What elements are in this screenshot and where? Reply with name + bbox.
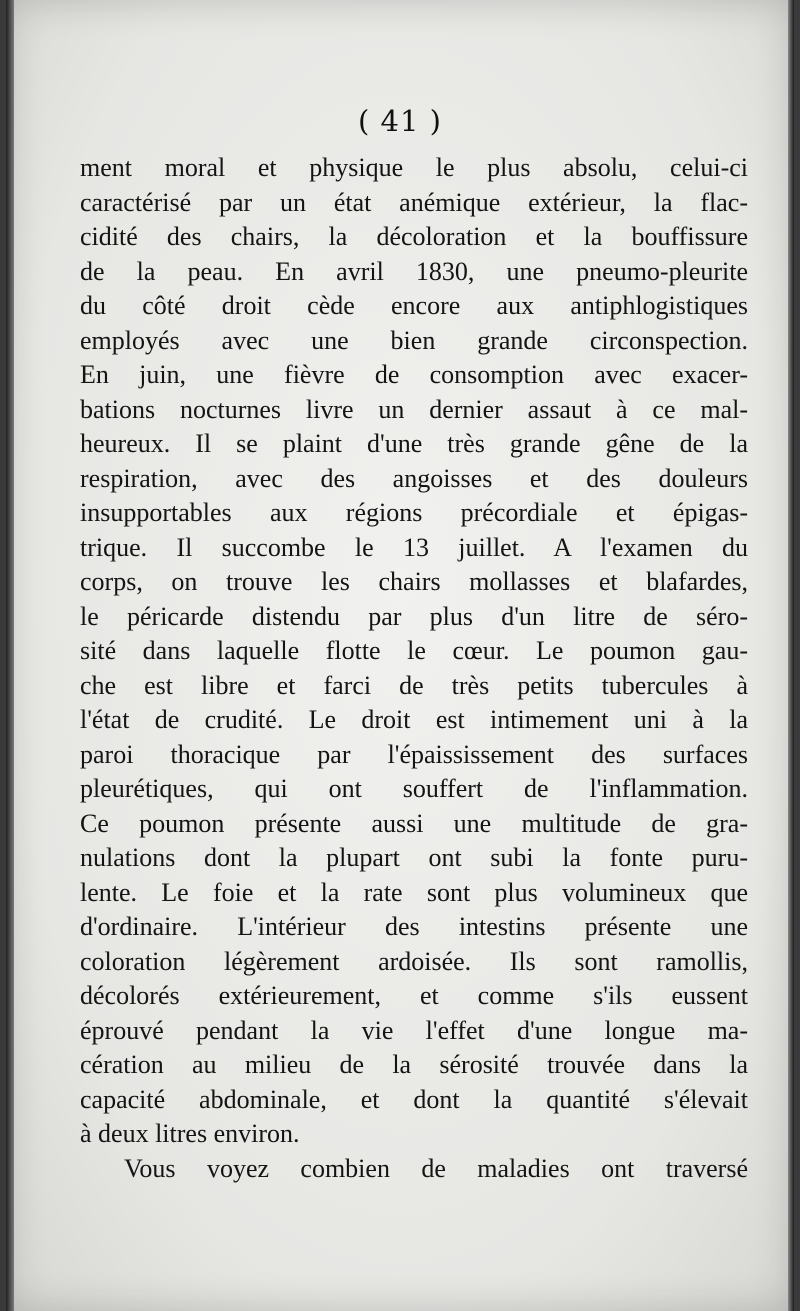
text-line: pleurétiques, qui ont souffert de l'inflammation. bbox=[80, 774, 748, 803]
text-line: lente. Le foie et la rate sont plus volumineux que bbox=[80, 877, 748, 907]
text-line: ment moral et physique le plus absolu, celui-ci bbox=[80, 153, 748, 182]
text-line: décolorés extérieurement, et comme s'ils eussent bbox=[80, 981, 748, 1010]
text-line: trique. Il succombe le 13 juillet. A l'examen du bbox=[80, 532, 748, 562]
text-line: éprouvé pendant la vie l'effet d'une longue ma- bbox=[80, 1015, 748, 1045]
paragraph-start-line: Vous voyez combien de maladies ont traversé bbox=[124, 1153, 748, 1183]
body-text bbox=[80, 151, 748, 1186]
text-line: du côté droit cède encore aux antiphlogistiques bbox=[80, 291, 748, 320]
text-line: cération au milieu de la sérosité trouvée dans la bbox=[80, 1050, 748, 1079]
text-line: sité dans laquelle flotte le cœur. Le poumon gau- bbox=[80, 636, 748, 665]
text-line: cidité des chairs, la décoloration et la bouffissure bbox=[80, 222, 748, 251]
text-line: l'état de crudité. Le droit est intimement uni à la bbox=[80, 705, 748, 734]
text-line: Ce poumon présente aussi une multitude de gra- bbox=[80, 808, 748, 838]
text-line: paroi thoracique par l'épaississement des surfaces bbox=[80, 739, 748, 769]
text-line: che est libre et farci de très petits tubercules à bbox=[80, 670, 748, 700]
page-number: ( 41 ) bbox=[358, 104, 442, 138]
text-line: nulations dont la plupart ont subi la fonte puru- bbox=[80, 843, 748, 872]
text-line: caractérisé par un état anémique extérieur, la flac- bbox=[80, 187, 748, 217]
page-right-edge-shadow bbox=[788, 0, 794, 1311]
text-line: capacité abdominale, et dont la quantité s'élevait bbox=[80, 1084, 748, 1114]
text-line: d'ordinaire. L'intérieur des intestins présente une bbox=[80, 912, 748, 941]
text-line: le péricarde distendu par plus d'un litre de séro- bbox=[80, 601, 748, 631]
paragraph-end-line: à deux litres environ. bbox=[80, 1119, 300, 1148]
text-line: corps, on trouve les chairs mollasses et blafardes, bbox=[80, 567, 748, 596]
text-line: respiration, avec des angoisses et des douleurs bbox=[80, 463, 748, 493]
text-line: employés avec une bien grande circonspection. bbox=[80, 325, 748, 355]
text-line: heureux. Il se plaint d'une très grande gêne de la bbox=[80, 429, 748, 458]
page-left-edge-shadow bbox=[6, 0, 14, 1311]
text-line: insupportables aux régions précordiale et épigas- bbox=[80, 498, 748, 527]
text-line: coloration légèrement ardoisée. Ils sont ramollis, bbox=[80, 946, 748, 976]
text-line: En juin, une fièvre de consomption avec exacer- bbox=[80, 360, 748, 389]
text-line: de la peau. En avril 1830, une pneumo-pleurite bbox=[80, 256, 748, 286]
text-line: bations nocturnes livre un dernier assaut à ce mal- bbox=[80, 394, 748, 424]
